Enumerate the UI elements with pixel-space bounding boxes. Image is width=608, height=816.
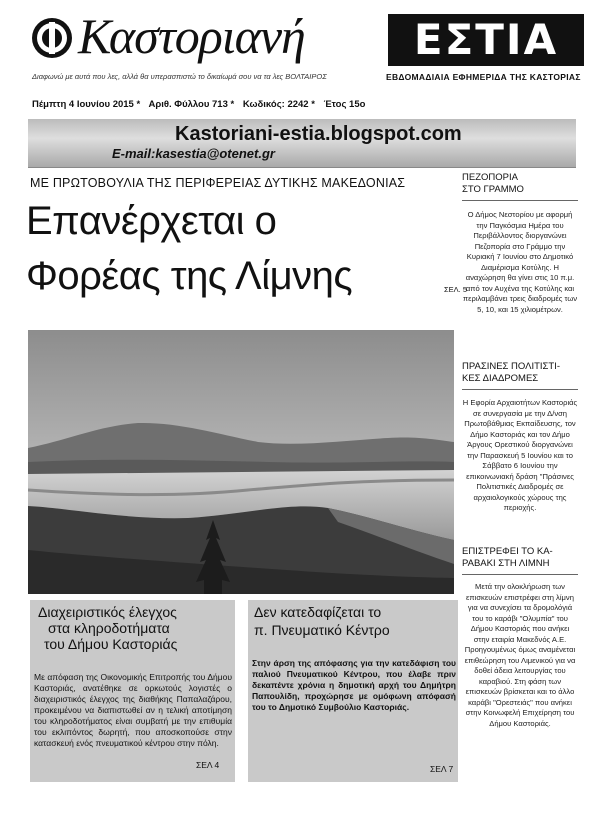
pnevmatiko-kentro-story-box xyxy=(248,600,458,782)
pezoporia-body: Ο Δήμος Νεστορίου με αφορμή την Παγκόσμια Ημέρα του Περιβάλλοντος διοργανώνει Πεζοπορία στο Γράμμο την Κυριακή 7 Ιουνίου στο Δημοτικό Διαμέρισμα Κοτύλης. Η αναχώρηση θα γίνει στις 10 π.μ. από τον Αυχένα της Κοτύλης και περιλαμβάνει τρεις διαδρομές των 5, 10, και 15 χιλιομέτρων. xyxy=(462,210,578,314)
lead-page-reference: ΣΕΛ. 5 xyxy=(444,285,467,294)
masthead-subtitle: ΕΒΔΟΜΑΔΙΑΙΑ ΕΦΗΜΕΡΙΔΑ ΤΗΣ ΚΑΣΤΟΡΙΑΣ xyxy=(386,72,581,82)
newspaper-logo-icon xyxy=(30,16,74,60)
karavaki-body: Μετά την ολοκλήρωση των επισκευών επιστρέφει στη λίμνη για να συνεχίσει τα δρομολόγιά του το καράβι "Ολυμπία" του Δήμου Καστοριάς που ανήκει στην εταιρία Μακεδνός Α.Ε. Προηγουμένως όμως αναμένεται επιθεώρηση του Λιμενικού για να δοθεί άδεια λειτουργίας του καραβιού. Στη φάση των επισκευών βρίσκεται και το άλλο καράβι "Ορεστειάς" που ανήκει στην Κοινωφελή Επιχείρηση του Δήμου Καστοριάς. xyxy=(464,582,576,728)
pnevmatiko-page-reference: ΣΕΛ 7 xyxy=(430,764,454,774)
pnevmatiko-title-line-2: π. Πνευματικό Κέντρο xyxy=(254,622,390,638)
issue-sheet-number: Αριθ. Φύλλου 713 * xyxy=(148,99,235,110)
masthead-title-script: Καστοριανή xyxy=(78,8,305,64)
issue-year: Έτος 15ο xyxy=(323,99,366,110)
pnevmatiko-title-line-1: Δεν κατεδαφίζεται το xyxy=(254,604,382,620)
pnevmatiko-body: Στην άρση της απόφασης για την κατεδάφιση του παλιού Πνευματικού Κέντρου, που έλαβε πριν δεκαπέντε χρόνια η δημοτική αρχή του Δημήτρη Παπουλίδη, προχώρησε με ομόφωνη απόφασή του το Δημοτικό Συμβούλιο Καστοριάς. xyxy=(252,658,456,712)
issue-date: Πέμπτη 4 Ιουνίου 2015 * xyxy=(32,99,141,110)
blog-url-link[interactable]: Kastoriani-estia.blogspot.com xyxy=(175,123,462,145)
lead-headline xyxy=(26,194,446,304)
kleirodotimata-story-box xyxy=(30,600,235,782)
issue-info-line xyxy=(32,99,371,110)
lead-headline-line-2: Φορέας της Λίμνης xyxy=(26,254,353,298)
karavaki-title-line-1: ΕΠΙΣΤΡΕΦΕΙ ΤΟ ΚΑ- xyxy=(462,546,553,557)
lake-photo xyxy=(28,330,454,594)
contact-email-link[interactable]: E-mail:kasestia@otenet.gr xyxy=(112,146,275,161)
kleirodotimata-page-reference: ΣΕΛ 4 xyxy=(196,760,220,770)
prasines-title-line-1: ΠΡΑΣΙΝΕΣ ΠΟΛΙΤΙΣΤΙ- xyxy=(462,361,561,372)
lead-kicker: ΜΕ ΠΡΩΤΟΒΟΥΛΙΑ ΤΗΣ ΠΕΡΙΦΕΡΕΙΑΣ ΔΥΤΙΚΗΣ ΜΑΚΕΔΟΝΙΑΣ xyxy=(30,176,406,190)
prasines-divider xyxy=(462,389,578,390)
pezoporia-title xyxy=(462,172,582,196)
lead-headline-line-1: Επανέρχεται ο xyxy=(26,199,277,243)
pezoporia-divider xyxy=(462,200,578,201)
kleirodotimata-body: Με απόφαση της Οικονομικής Επιτροπής του Δήμου Καστοριάς, ανατέθηκε σε ορκωτούς λογιστές ο διαχειριστικός έλεγχος της διαθήκης Παπαλαζάρου, προκειμένου να διαπιστωθεί αν η τελική αποτίμηση του κληροδοτήματος είναι συμβατή με την επιθυμία του εκλιπόντος δωρητή, που αποσκοπούσε στην κατασκευή ενός πνευματικού κέντρου στην πόλη. xyxy=(34,672,232,748)
kleirodotimata-title-line-3: του Δήμου Καστοριάς xyxy=(44,636,178,652)
karavaki-title-line-2: ΡΑΒΑΚΙ ΣΤΗ ΛΙΜΝΗ xyxy=(462,558,550,569)
prasines-title-line-2: ΚΕΣ ΔΙΑΔΡΟΜΕΣ xyxy=(462,373,539,384)
pezoporia-title-line-2: ΣΤΟ ΓΡΑΜΜΟ xyxy=(462,184,524,195)
prasines-diadromes-body: Η Εφορία Αρχαιοτήτων Καστοριάς σε συνεργασία με την Δ/νση Πρωτοβάθμιας Εκπαίδευσης, τον Δήμο Καστοριάς και τον Δήμο Άργους Ορεστικού διοργανώνει την Παρασκευή 5 Ιουνίου και το Σάββατο 6 Ιουνίου την επικοινωνιακή δράση "Πράσινες Πολιτιστικές Διαδρομές σε αρχαιολογικούς χώρους της περιοχής. xyxy=(462,398,578,512)
prasines-diadromes-title xyxy=(462,361,582,385)
karavaki-title xyxy=(462,546,582,570)
kleirodotimata-title-line-1: Διαχειριστικός έλεγχος xyxy=(38,604,177,620)
pezoporia-title-line-1: ΠΕΖΟΠΟΡΙΑ xyxy=(462,172,518,183)
kleirodotimata-title-line-2: στα κληροδοτήματα xyxy=(48,620,170,636)
masthead-title-block-text: ΕΣΤΙΑ xyxy=(413,15,559,64)
karavaki-divider xyxy=(462,574,578,575)
issue-code: Κωδικός: 2242 * xyxy=(242,99,315,110)
masthead-title-block xyxy=(388,14,584,66)
masthead-motto: Διαφωνώ με αυτά που λες, αλλά θα υπερασπιστώ το δικαίωμά σου να τα λες ΒΟΛΤΑΙΡΟΣ xyxy=(32,72,327,81)
